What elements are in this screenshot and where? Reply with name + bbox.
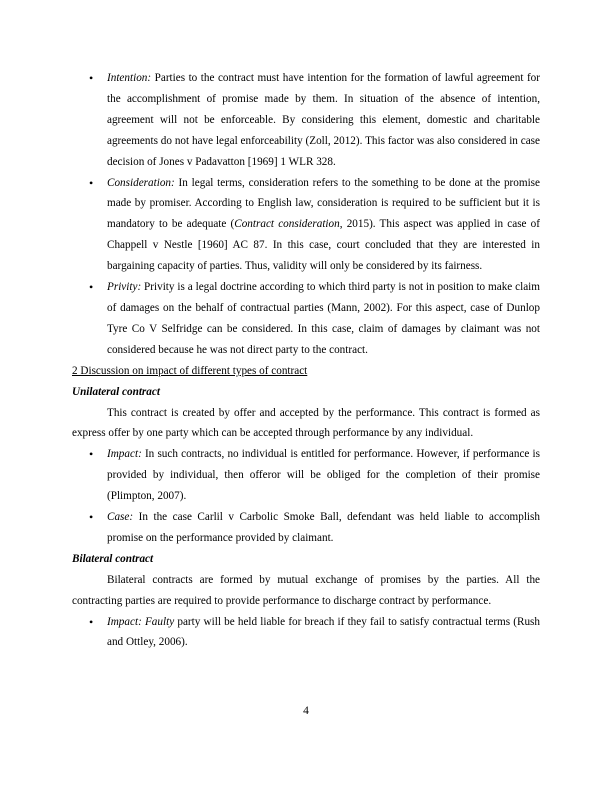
bullet-term: Case:: [107, 511, 134, 524]
bullet-text: In the case Carlil v Carbolic Smoke Ball, defendant was held liable to accomplish promise on the performance provided by claimant.: [107, 511, 540, 544]
list-item: [72, 173, 540, 278]
page-content: [72, 68, 540, 653]
bullet-text: In legal terms, consideration refers to the something to be done at the promise made by promiser. According to English law, consideration is required to be sufficient but it is mandatory to be adequate (: [107, 176, 540, 231]
unilateral-list: [72, 444, 540, 549]
unilateral-heading: Unilateral contract: [72, 385, 160, 398]
bullet-text: In such contracts, no individual is entitled for performance. However, if performance is provided by individual, then offeror will be obliged for the completion of their promise (Plimpton, 2007).: [107, 448, 540, 503]
bilateral-paragraph: Bilateral contracts are formed by mutual exchange of promises by the parties. All the contracting parties are required to provide performance to discharge contract by performance.: [72, 573, 540, 607]
bullet-text: party will be held liable for breach if they fail to satisfy contractual terms (Rush and Ottley, 2006).: [107, 615, 541, 649]
bullet-term: Impact:: [107, 448, 142, 461]
section-heading: 2 Discussion on impact of different types of contract: [72, 364, 308, 377]
bullet-term: Intention:: [107, 72, 152, 84]
bullet-text: Parties to the contract must have intention for the formation of lawful agreement for the accomplishment of promise made by them. In situation of the absence of intention, agreement will not be enforceable. By considering this element, domestic and charitable agreements do not have legal enforceability (Zoll, 2012). This factor was also considered in case decision of Jones v Padavatton [1969] 1 WLR 328.: [107, 72, 540, 168]
unilateral-paragraph: This contract is created by offer and accepted by the performance. This contract is formed as express offer by one party which can be accepted through performance by any individual.: [72, 406, 540, 440]
bilateral-list: [72, 612, 540, 654]
citation: Contract consideration: [234, 218, 340, 231]
list-item: [72, 277, 540, 361]
bilateral-heading: Bilateral contract: [72, 552, 154, 565]
page-number: 4: [303, 705, 309, 717]
bullet-term: Impact: Faulty: [107, 615, 175, 628]
list-item: [72, 612, 540, 654]
bullet-text: , 2015). This aspect was applied in case of Chappell v Nestle [1960] AC 87. In this case, court concluded that they are interested in bargaining capacity of parties. Thus, validity will only be considered by its fairness.: [107, 218, 540, 273]
list-item: [72, 68, 540, 173]
bullet-text: Privity is a legal doctrine according to which third party is not in position to make claim of damages on the behalf of contractual parties (Mann, 2002). For this aspect, case of Dunlop Tyre Co V Selfridge can be considered. In this case, claim of damages by claimant was not considered because he was not direct party to the contract.: [107, 281, 540, 356]
list-item: [72, 444, 540, 507]
essential-elements-list: [72, 68, 540, 361]
bullet-term: Privity:: [107, 281, 142, 294]
list-item: [72, 507, 540, 549]
bullet-term: Consideration:: [107, 176, 175, 189]
